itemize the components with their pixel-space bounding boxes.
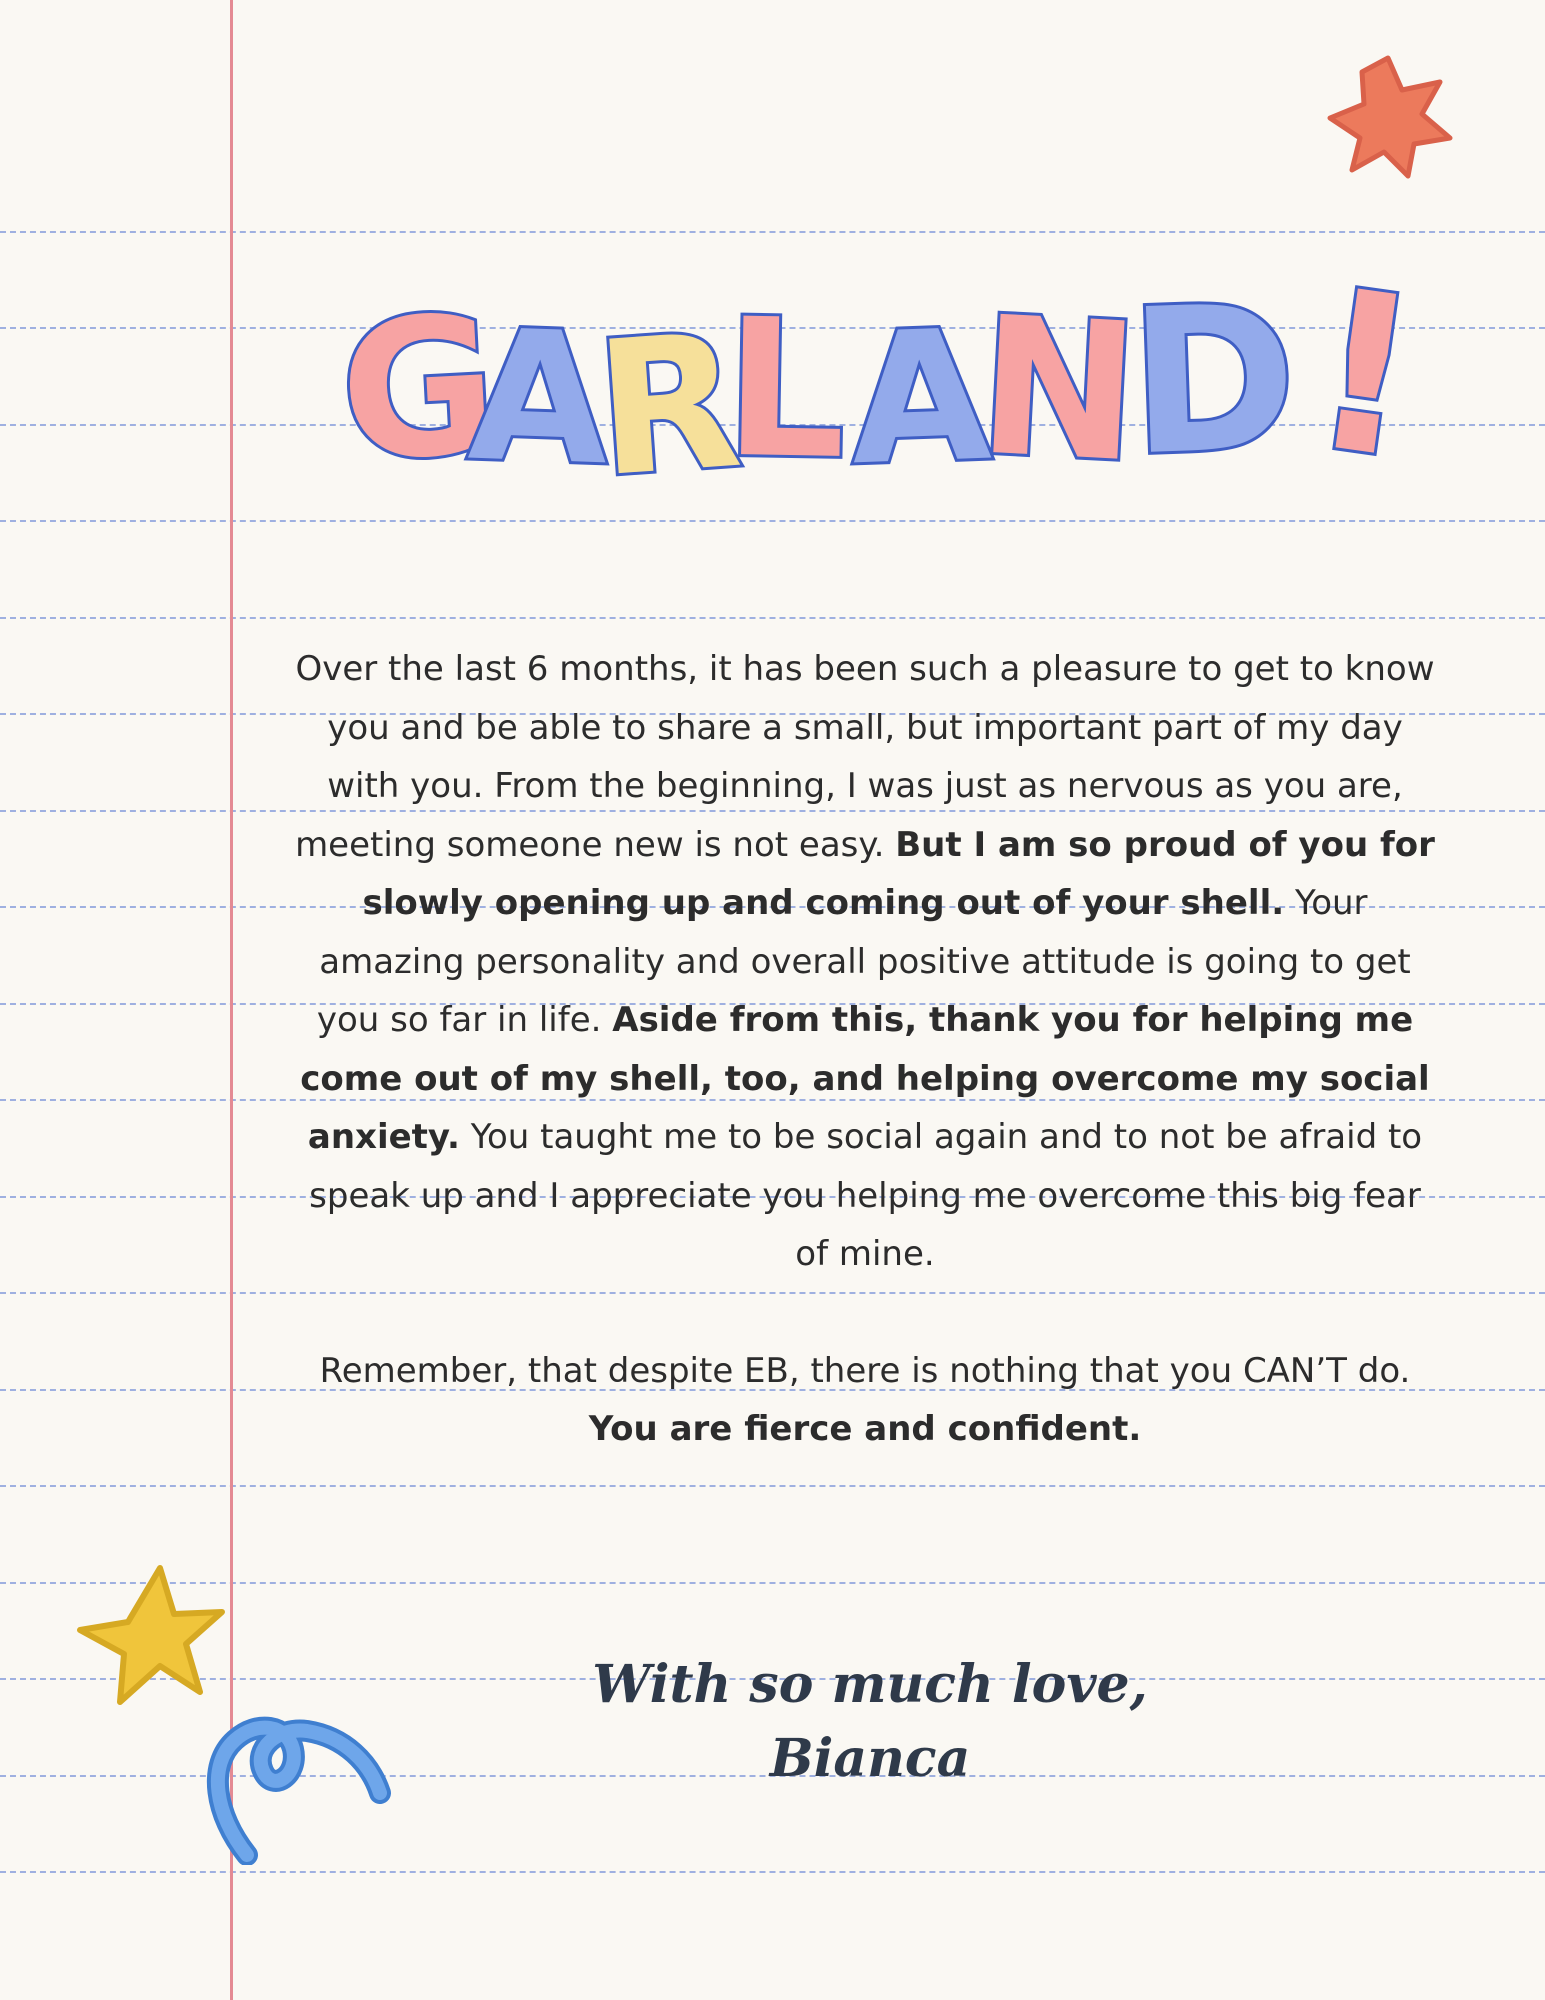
letter-sentence: Your amazing personality and overall positive attitude is going to get you so far in life. — [316, 883, 1411, 1040]
title-letter: L — [722, 277, 848, 501]
star-icon — [70, 1560, 240, 1720]
letter-sentence: You taught me to be social again and to not be afraid to speak up and I appreciate you helping me overcome this big fear of mine. — [309, 1117, 1423, 1274]
letter-sentence: Over the last 6 months, it has been such a pleasure to get to know you and be able to share a small, but important part of my day with you. From the beginning, I was just as nervous as you are, meeting someone new is not easy. — [295, 649, 1435, 865]
title-letter: N — [973, 275, 1144, 505]
letter-paragraph — [290, 1342, 1440, 1459]
letter-paragraph — [290, 640, 1440, 1284]
title-letter: G — [335, 274, 503, 504]
signature-closing: With so much love, — [592, 1654, 1148, 1715]
letter-body — [290, 640, 1440, 1459]
title-letter: R — [589, 292, 747, 519]
signature — [560, 1648, 1180, 1796]
page-title — [330, 240, 1460, 519]
letter-emphasis: But I am so proud of you for slowly opening up and coming out of your shell. — [362, 824, 1435, 923]
letter-emphasis: Aside from this, thank you for helping me come out of my shell, too, and helping overcome my social anxiety. — [300, 1000, 1430, 1157]
letter-emphasis: You are fierce and confident. — [588, 1409, 1142, 1449]
star-icon — [1322, 52, 1456, 182]
letter-sentence: Remember, that despite EB, there is nothing that you CAN’T do. — [319, 1350, 1411, 1391]
title-letter: ! — [1297, 240, 1433, 509]
title-letter: D — [1126, 261, 1301, 501]
paragraph-gap — [290, 1284, 1440, 1342]
title-letter: A — [847, 291, 994, 506]
swirl-icon — [195, 1705, 395, 1865]
signature-name: Bianca — [769, 1728, 971, 1789]
title-letter: A — [465, 291, 613, 506]
